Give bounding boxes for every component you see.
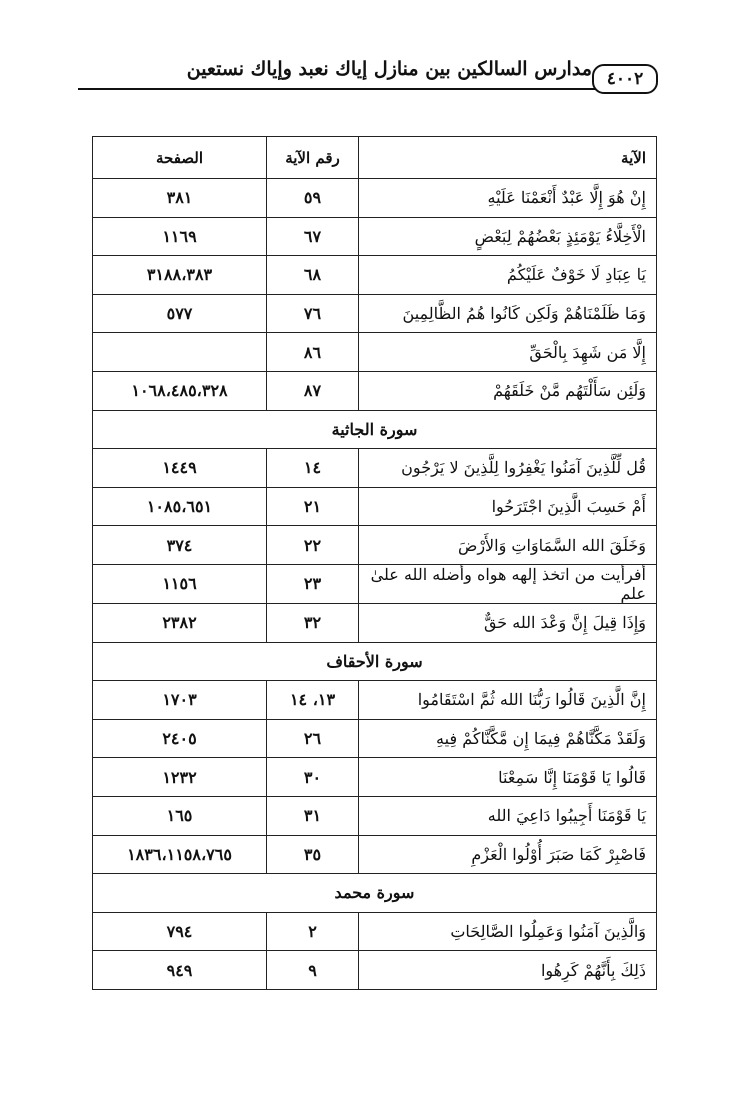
- book-title: مدارس السالكين بين منازل إياك نعبد وإياك نستعين: [186, 58, 592, 80]
- surah-heading: سورة الجاثية: [93, 410, 657, 449]
- table-row: [93, 217, 657, 256]
- page-cell: ٣٧٤: [93, 526, 267, 565]
- ayah-cell: وَالَّذِينَ آمَنُوا وَعَمِلُوا الصَّالِحَاتِ: [359, 912, 657, 951]
- ayah-number-cell: ٢: [267, 912, 359, 951]
- ayah-number-cell: ٢٣: [267, 564, 359, 603]
- ayah-cell: وَإِذَا قِيلَ إِنَّ وَعْدَ الله حَقٌّ: [359, 603, 657, 642]
- table-row: [93, 256, 657, 295]
- ayah-cell: قَالُوا يَا قَوْمَنَا إِنَّا سَمِعْنَا: [359, 758, 657, 797]
- page-cell: ١٠٨٥،٦٥١: [93, 487, 267, 526]
- ayah-cell: قُل لِّلَّذِينَ آمَنُوا يَغْفِرُوا لِلَّذِينَ لا يَرْجُون: [359, 449, 657, 488]
- table-row: [93, 564, 657, 603]
- column-header-page: الصفحة: [93, 137, 267, 179]
- table-row: [93, 951, 657, 990]
- ayah-number-cell: ٣١: [267, 796, 359, 835]
- table-row: [93, 371, 657, 410]
- table-header-row: [93, 137, 657, 179]
- ayah-number-cell: ٨٧: [267, 371, 359, 410]
- surah-heading: سورة الأحقاف: [93, 642, 657, 681]
- table-row: [93, 487, 657, 526]
- page-cell: ٢٤٠٥: [93, 719, 267, 758]
- page-cell: ٢٣٨٢: [93, 603, 267, 642]
- ayah-cell: إِنَّ الَّذِينَ قَالُوا رَبُّنَا الله ثُمَّ اسْتَقَامُوا: [359, 681, 657, 720]
- header-rule: [78, 88, 596, 90]
- table-row: [93, 179, 657, 218]
- ayah-cell: وَخَلَقَ الله السَّمَاوَاتِ وَالأَرْضَ: [359, 526, 657, 565]
- table-row: [93, 835, 657, 874]
- ayah-cell: يَا عِبَادِ لَا خَوْفٌ عَلَيْكُمُ: [359, 256, 657, 295]
- ayah-number-cell: ٩: [267, 951, 359, 990]
- page-cell: ٣٨١: [93, 179, 267, 218]
- ayah-cell: وَلَقَدْ مَكَّنَّاهُمْ فِيمَا إِن مَّكَّنَّاكُمْ فِيهِ: [359, 719, 657, 758]
- page-cell: ٩٤٩: [93, 951, 267, 990]
- ayah-number-cell: ٣٢: [267, 603, 359, 642]
- ayah-cell: يَا قَوْمَنَا أَجِيبُوا دَاعِيَ الله: [359, 796, 657, 835]
- ayah-number-cell: ١٤: [267, 449, 359, 488]
- table-row: [93, 796, 657, 835]
- page-header: [78, 58, 658, 92]
- page-cell: ٥٧٧: [93, 294, 267, 333]
- table-row: [93, 912, 657, 951]
- ayah-number-cell: ٢١: [267, 487, 359, 526]
- ayah-cell: وَمَا ظَلَمْنَاهُمْ وَلَكِن كَانُوا هُمُ الظَّالِمِينَ: [359, 294, 657, 333]
- ayah-number-cell: ٣٥: [267, 835, 359, 874]
- surah-row: [93, 410, 657, 449]
- column-header-number: رقم الآية: [267, 137, 359, 179]
- page-cell: ١٤٤٩: [93, 449, 267, 488]
- table-row: [93, 526, 657, 565]
- ayah-number-cell: ٦٧: [267, 217, 359, 256]
- page-number: ٤٠٠٢: [592, 64, 658, 94]
- ayah-number-cell: ٦٨: [267, 256, 359, 295]
- page-cell: ١١٥٦: [93, 564, 267, 603]
- column-header-ayah: الآية: [359, 137, 657, 179]
- table-row: [93, 294, 657, 333]
- page-cell: ١١٦٩: [93, 217, 267, 256]
- page-cell: ١٨٣٦،١١٥٨،٧٦٥: [93, 835, 267, 874]
- verse-index-table: [92, 136, 657, 990]
- ayah-cell: إِنْ هُوَ إِلَّا عَبْدٌ أَنْعَمْنَا عَلَيْهِ: [359, 179, 657, 218]
- table-row: [93, 333, 657, 372]
- surah-row: [93, 874, 657, 913]
- page-cell: [93, 333, 267, 372]
- table-row: [93, 449, 657, 488]
- ayah-number-cell: ٢٢: [267, 526, 359, 565]
- page-cell: ١٧٠٣: [93, 681, 267, 720]
- ayah-number-cell: ٥٩: [267, 179, 359, 218]
- ayah-number-cell: ٣٠: [267, 758, 359, 797]
- ayah-number-cell: ١٣، ١٤: [267, 681, 359, 720]
- surah-row: [93, 642, 657, 681]
- table-body: [93, 179, 657, 990]
- page-cell: ١٦٥: [93, 796, 267, 835]
- ayah-cell: ذَلِكَ بِأَنَّهُمْ كَرِهُوا: [359, 951, 657, 990]
- ayah-number-cell: ٧٦: [267, 294, 359, 333]
- surah-heading: سورة محمد: [93, 874, 657, 913]
- ayah-number-cell: ٢٦: [267, 719, 359, 758]
- table-row: [93, 681, 657, 720]
- ayah-number-cell: ٨٦: [267, 333, 359, 372]
- ayah-cell: فَاصْبِرْ كَمَا صَبَرَ أُوْلُوا الْعَزْمِ: [359, 835, 657, 874]
- table-row: [93, 603, 657, 642]
- table-row: [93, 758, 657, 797]
- page-cell: ١٢٣٢: [93, 758, 267, 797]
- page-cell: ١٠٦٨،٤٨٥،٣٢٨: [93, 371, 267, 410]
- ayah-cell: أفرأيت من اتخذ إلهه هواه وأضله الله علىٰ علم: [359, 564, 657, 603]
- ayah-cell: أَمْ حَسِبَ الَّذِينَ اجْتَرَحُوا: [359, 487, 657, 526]
- page-cell: ٧٩٤: [93, 912, 267, 951]
- table-row: [93, 719, 657, 758]
- ayah-cell: الْأَخِلَّاءُ يَوْمَئِذٍ بَعْضُهُمْ لِبَعْضٍ: [359, 217, 657, 256]
- ayah-cell: إِلَّا مَن شَهِدَ بِالْحَقِّ: [359, 333, 657, 372]
- ayah-cell: وَلَئِن سَأَلْتَهُم مَّنْ خَلَقَهُمْ: [359, 371, 657, 410]
- page-cell: ٣١٨٨،٣٨٣: [93, 256, 267, 295]
